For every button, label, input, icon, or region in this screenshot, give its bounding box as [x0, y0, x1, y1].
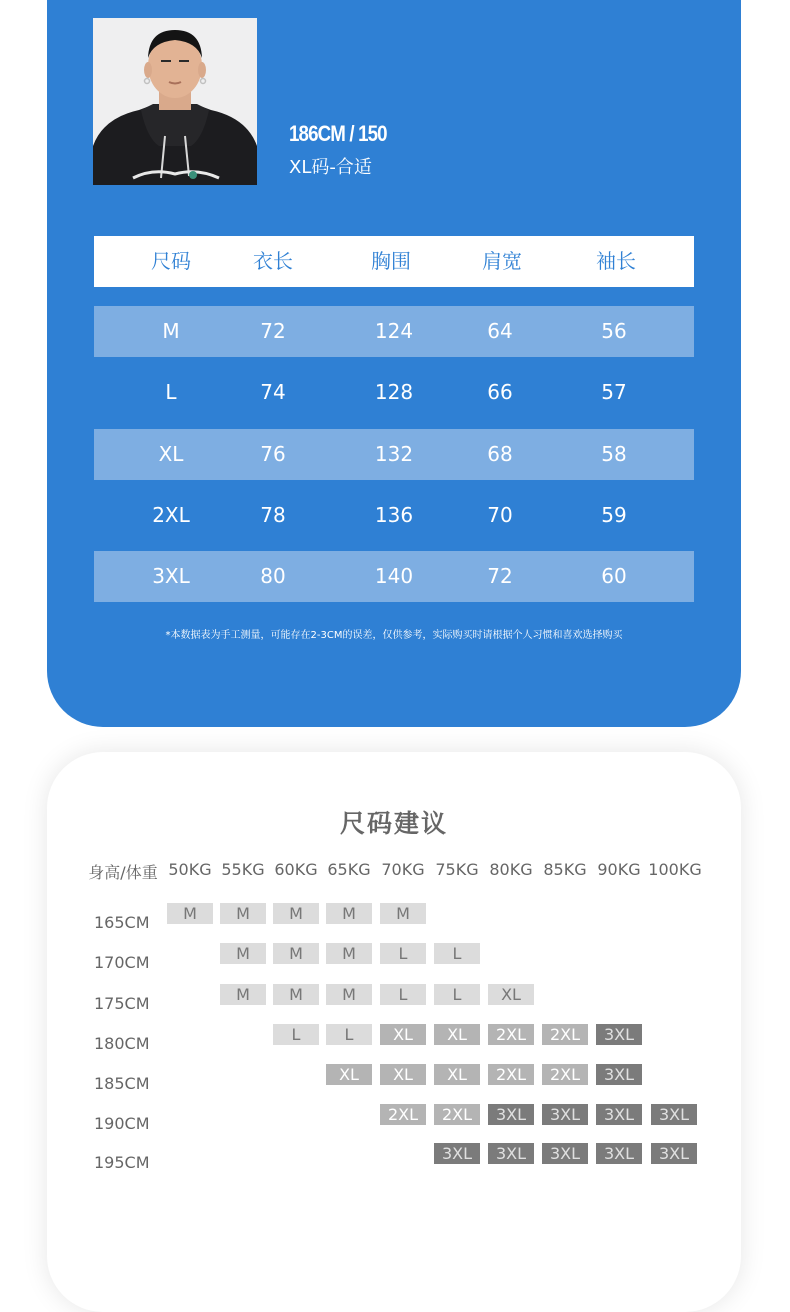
size-chip: M — [220, 984, 266, 1005]
cell-size: 3XL — [152, 564, 190, 588]
cell-size: 2XL — [152, 503, 190, 527]
height-label: 195CM — [94, 1153, 150, 1172]
table-row — [94, 306, 694, 357]
size-chip: 3XL — [488, 1143, 534, 1164]
weight-label: 65KG — [327, 860, 371, 879]
size-chip: XL — [380, 1024, 426, 1045]
size-table-header — [94, 236, 694, 287]
cell-length: 78 — [260, 503, 286, 527]
weight-label: 80KG — [489, 860, 533, 879]
model-measurements: 186CM / 150 — [289, 121, 387, 146]
cell-chest: 140 — [374, 564, 414, 588]
cell-sleeve: 58 — [601, 442, 627, 466]
weight-label: 70KG — [381, 860, 425, 879]
size-chip: XL — [434, 1064, 480, 1085]
cell-sleeve: 57 — [601, 380, 627, 404]
cell-chest: 132 — [374, 442, 414, 466]
cell-sleeve: 59 — [601, 503, 627, 527]
size-chip: 3XL — [651, 1104, 697, 1125]
size-chip: M — [326, 943, 372, 964]
size-chip: 3XL — [542, 1104, 588, 1125]
cell-shoulder: 68 — [487, 442, 513, 466]
size-chip: 3XL — [596, 1104, 642, 1125]
cell-shoulder: 64 — [487, 319, 513, 343]
cell-chest: 124 — [374, 319, 414, 343]
size-chip: 3XL — [651, 1143, 697, 1164]
cell-length: 72 — [260, 319, 286, 343]
cell-length: 76 — [260, 442, 286, 466]
header-chest: 胸围 — [371, 249, 411, 273]
cell-length: 74 — [260, 380, 286, 404]
cell-shoulder: 70 — [487, 503, 513, 527]
header-shoulder: 肩宽 — [482, 249, 522, 273]
model-photo — [93, 18, 257, 185]
measurement-note: *本数据表为手工测量，可能存在2-3CM的误差，仅供参考，实际购买时请根据个人习惯和喜欢选择购买 — [165, 630, 623, 641]
model-info — [289, 120, 404, 180]
weight-label: 50KG — [168, 860, 212, 879]
size-chart-card — [47, 0, 741, 727]
size-chip: XL — [434, 1024, 480, 1045]
size-chip: 2XL — [380, 1104, 426, 1125]
size-chip: 3XL — [596, 1024, 642, 1045]
corner-label: 身高/体重 — [88, 863, 158, 882]
size-chip: 2XL — [542, 1024, 588, 1045]
weight-label: 60KG — [274, 860, 318, 879]
size-chip: 2XL — [434, 1104, 480, 1125]
model-fit-size: XL码-合适 — [289, 157, 372, 178]
size-chip: XL — [326, 1064, 372, 1085]
size-chip: L — [434, 984, 480, 1005]
weight-label: 75KG — [435, 860, 479, 879]
size-chip: M — [220, 943, 266, 964]
size-chip: 3XL — [596, 1143, 642, 1164]
height-label: 190CM — [94, 1114, 150, 1133]
weight-label: 90KG — [597, 860, 641, 879]
cell-chest: 128 — [374, 380, 414, 404]
size-chip: 3XL — [488, 1104, 534, 1125]
height-label: 185CM — [94, 1074, 150, 1093]
size-chip: XL — [488, 984, 534, 1005]
size-chip: L — [273, 1024, 319, 1045]
size-chip: 2XL — [542, 1064, 588, 1085]
weight-label: 55KG — [221, 860, 265, 879]
size-chip: M — [273, 984, 319, 1005]
size-chip: M — [167, 903, 213, 924]
size-chip: M — [326, 984, 372, 1005]
cell-size: M — [162, 319, 180, 343]
size-chip: M — [220, 903, 266, 924]
table-row — [94, 367, 694, 418]
size-chip: 3XL — [542, 1143, 588, 1164]
weight-label: 100KG — [648, 860, 702, 879]
cell-shoulder: 66 — [487, 380, 513, 404]
section-title: 尺码建议 — [339, 809, 448, 838]
size-chip: M — [380, 903, 426, 924]
height-label: 170CM — [94, 953, 150, 972]
cell-size: XL — [158, 442, 184, 466]
header-sleeve: 袖长 — [596, 249, 636, 273]
height-label: 180CM — [94, 1034, 150, 1053]
cell-sleeve: 60 — [601, 564, 627, 588]
cell-shoulder: 72 — [487, 564, 513, 588]
size-chip: L — [380, 943, 426, 964]
size-chip: XL — [380, 1064, 426, 1085]
size-recommendation-card — [47, 752, 741, 1312]
height-label: 165CM — [94, 913, 150, 932]
size-chip: 2XL — [488, 1024, 534, 1045]
cell-sleeve: 56 — [601, 319, 627, 343]
header-size: 尺码 — [151, 249, 191, 273]
cell-size: L — [165, 380, 177, 404]
size-chip: M — [273, 903, 319, 924]
size-chip: 3XL — [596, 1064, 642, 1085]
size-chip: 2XL — [488, 1064, 534, 1085]
table-row — [94, 429, 694, 480]
size-chip: 3XL — [434, 1143, 480, 1164]
size-chip: L — [434, 943, 480, 964]
size-chip: M — [326, 903, 372, 924]
cell-chest: 136 — [374, 503, 414, 527]
weight-label: 85KG — [543, 860, 587, 879]
table-row — [94, 551, 694, 602]
height-label: 175CM — [94, 994, 150, 1013]
size-chip: L — [326, 1024, 372, 1045]
size-chip: L — [380, 984, 426, 1005]
size-chip: M — [273, 943, 319, 964]
table-row — [94, 490, 694, 541]
header-length: 衣长 — [253, 249, 293, 273]
cell-length: 80 — [260, 564, 286, 588]
